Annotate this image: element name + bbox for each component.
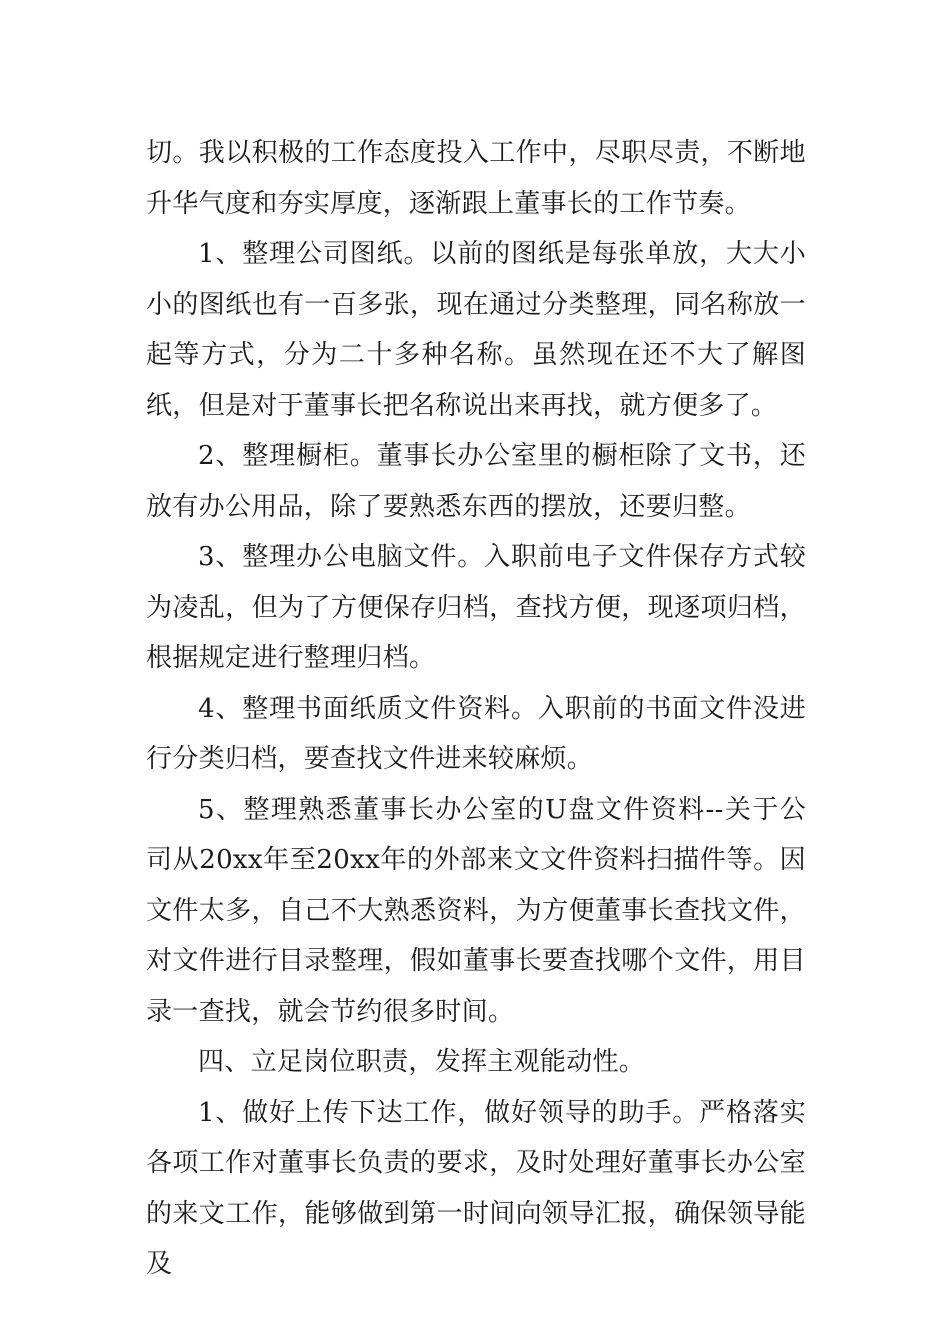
paragraph-item-1-drawings: 1、整理公司图纸。以前的图纸是每张单放，大大小小的图纸也有一百多张，现在通过分类整理，同名称放一起等方式，分为二十多种名称。虽然现在还不大了解图纸，但是对于董事长把名称说出来再找，就方便多了。 [146, 239, 806, 421]
paragraph-item-5-usb-files: 5、整理熟悉董事长办公室的U盘文件资料--关于公司从20xx年至20xx年的外部来文文件资料扫描件等。因文件太多，自己不大熟悉资料，为方便董事长查找文件，对文件进行目录整理，假如董事长要查找哪个文件，用目录一查找，就会节约很多时间。 [146, 794, 806, 1027]
document-page [146, 128, 806, 1290]
paragraph-continuation: 切。我以积极的工作态度投入工作中，尽职尽责，不断地升华气度和夯实厚度，逐渐跟上董事长的工作节奏。 [146, 138, 806, 219]
section-heading-4: 四、立足岗位职责，发挥主观能动性。 [198, 1047, 646, 1077]
paragraph-item-2-cabinets: 2、整理橱柜。董事长办公室里的橱柜除了文书，还放有办公用品，除了要熟悉东西的摆放，还要归整。 [146, 441, 806, 522]
paragraph-item-3-computer-files: 3、整理办公电脑文件。入职前电子文件保存方式较为凌乱，但为了方便保存归档，查找方便，现逐项归档，根据规定进行整理归档。 [146, 542, 806, 673]
paragraph-section-4-item-1: 1、做好上传下达工作，做好领导的助手。严格落实各项工作对董事长负责的要求，及时处理好董事长办公室的来文工作，能够做到第一时间向领导汇报，确保领导能及 [146, 1097, 806, 1279]
paragraph-item-4-paper-files: 4、整理书面纸质文件资料。入职前的书面文件没进行分类归档，要查找文件进来较麻烦。 [146, 693, 806, 774]
